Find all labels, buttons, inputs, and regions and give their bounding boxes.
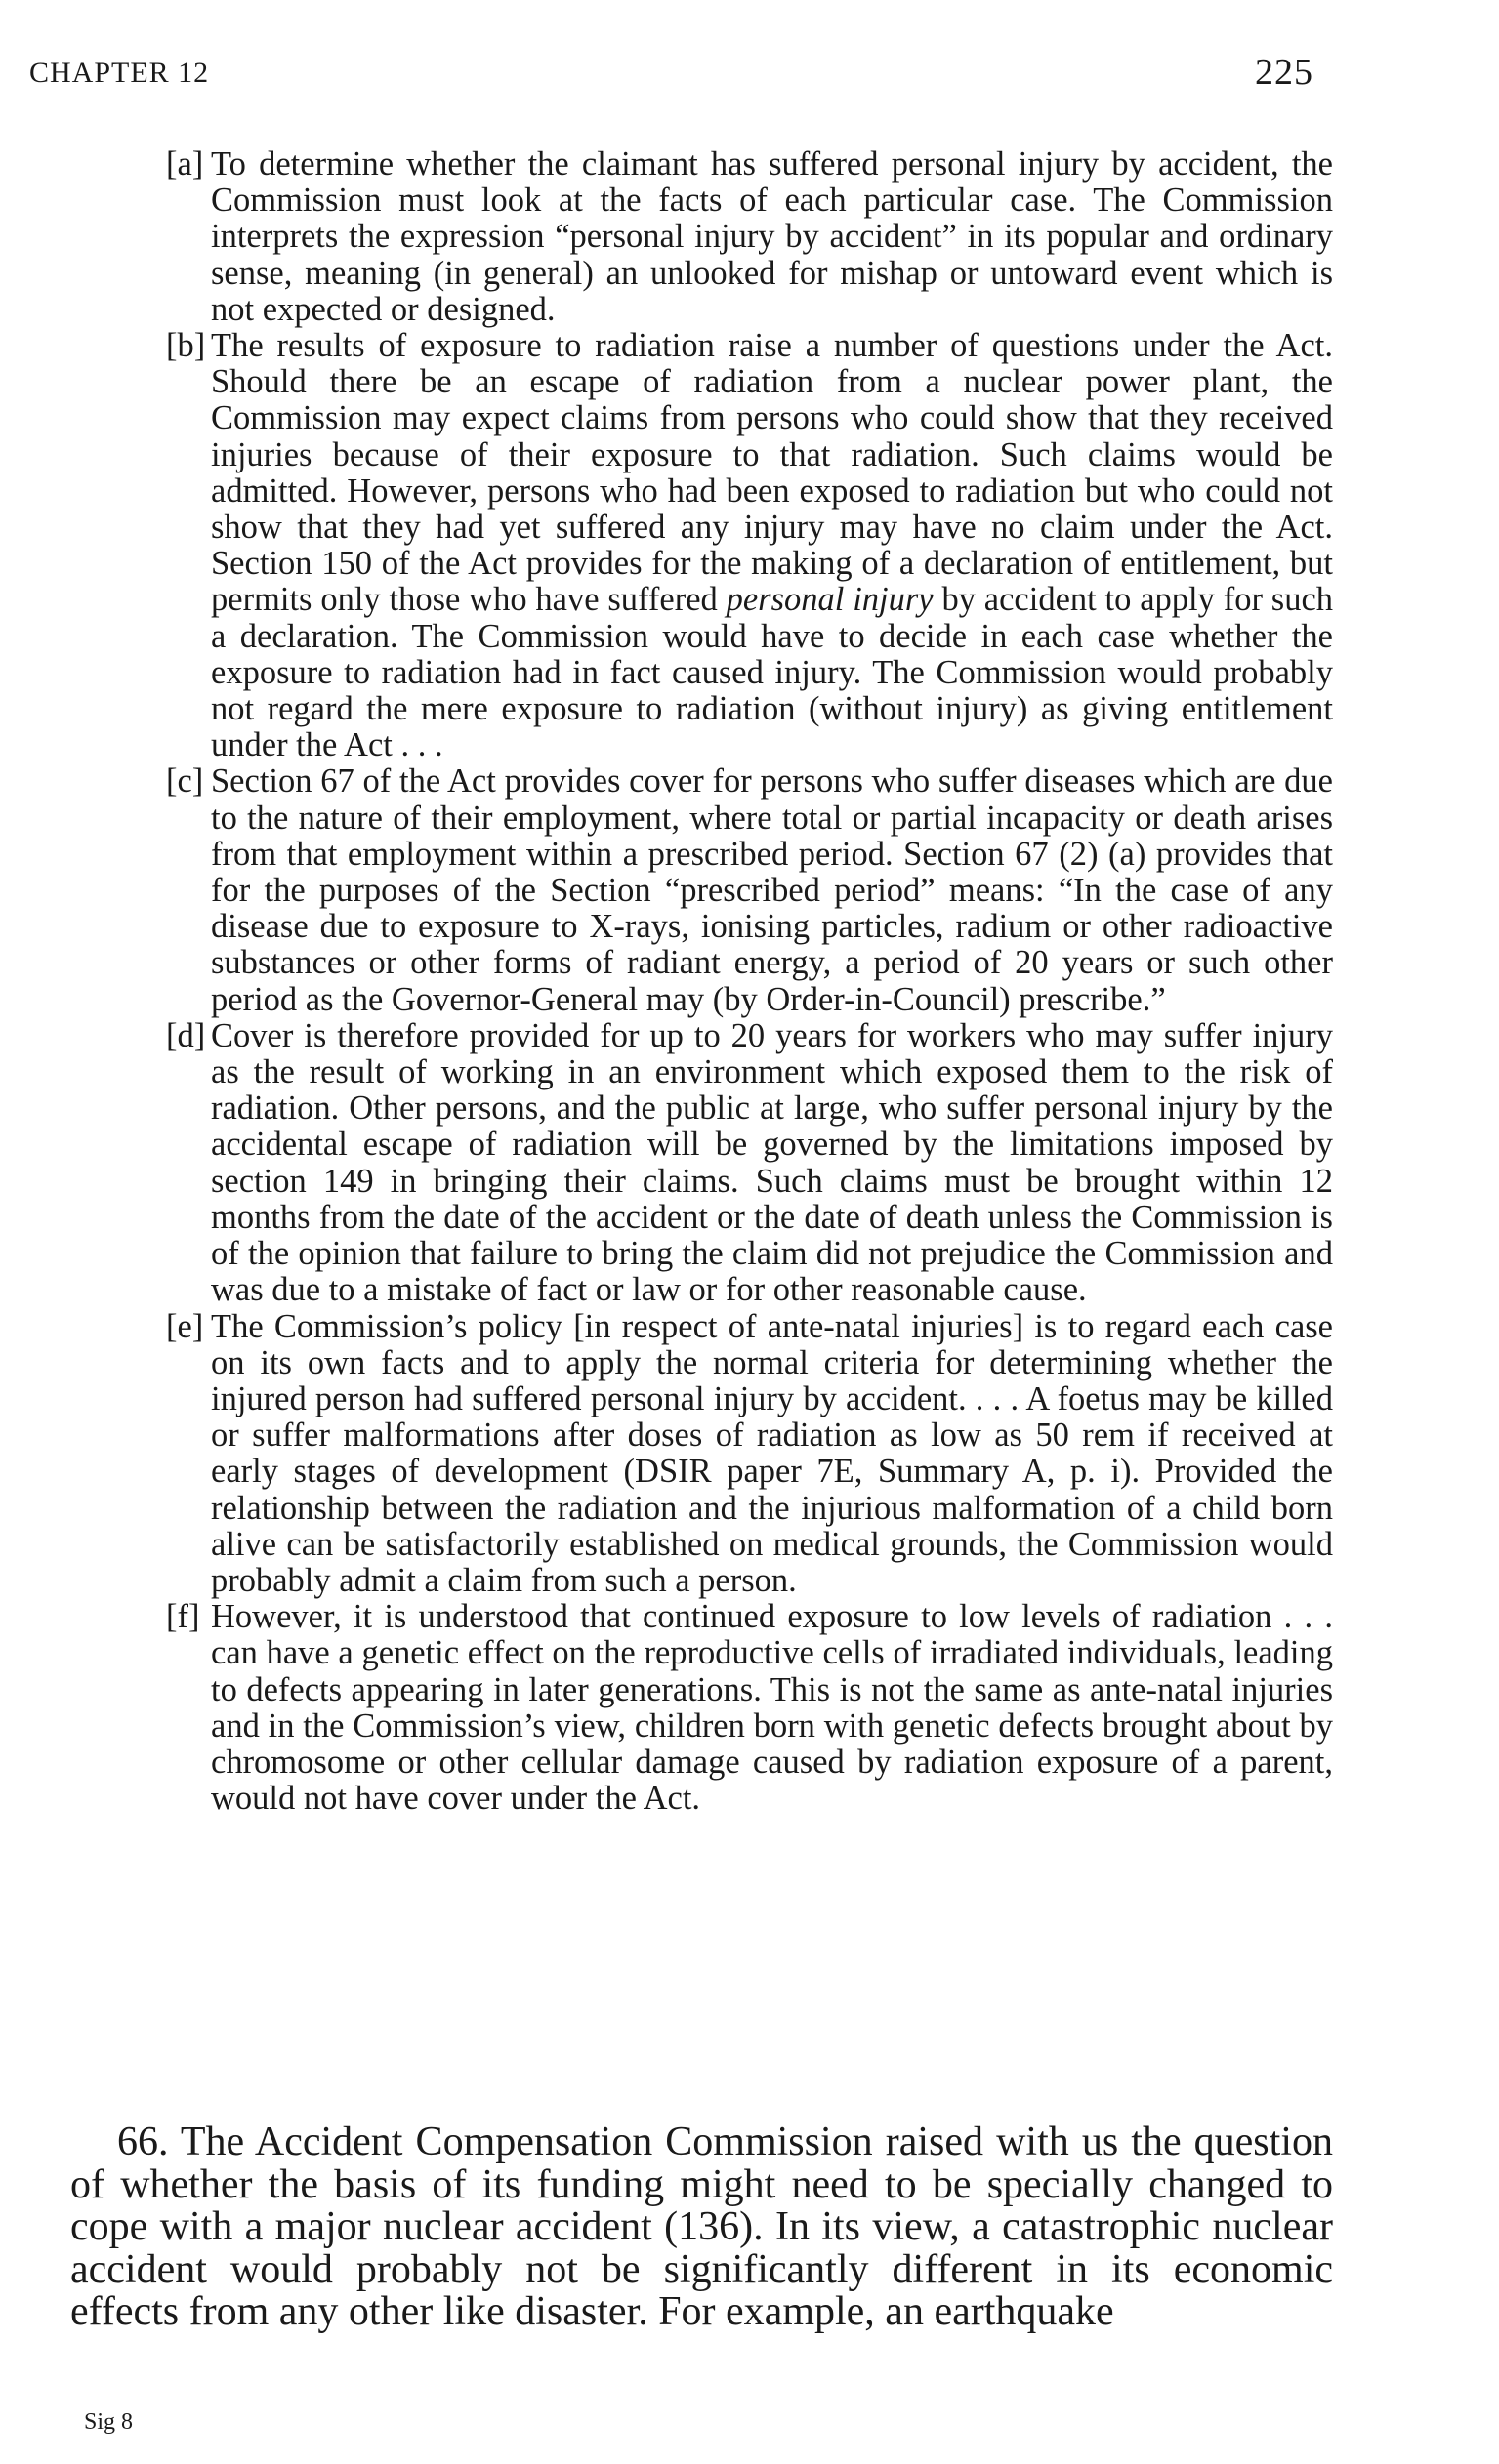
quote-paragraph-b: [166, 328, 1333, 763]
paragraph-text: However, it is understood that continued exposure to low levels of radiation . . . can have a genetic effect on the reproductive cells of irradiated individuals, leading to defects appearing in later generations. This is not the same as ante-natal injuries and in the Commission’s view, children born with genetic defects brought about by chromosome or other cellular damage caused by radiation exposure of a parent, would not have cover under the Act.: [211, 1598, 1333, 1818]
quote-paragraph-e: [166, 1309, 1333, 1600]
page-number: 225: [1255, 52, 1313, 93]
paragraph-text: [211, 328, 1333, 763]
paragraph-text: The Commission’s policy [in respect of ante-natal injuries] is to regard each case on its own facts and to apply the normal criteria for determining whether the injured person had suffered personal injury by accident. . . . A foetus may be killed or suffer malformations after doses of radiation as low as 50 rem if received at early stages of development (DSIR paper 7E, Summary A, p. i). Provided the relationship between the radiation and the injurious malformation of a child born alive can be satisfactorily established on medical grounds, the Commission would probably admit a claim from such a person.: [211, 1307, 1333, 1599]
chapter-title: CHAPTER 12: [29, 57, 210, 89]
paragraph-66: [70, 2121, 1333, 2334]
quote-paragraph-c: [166, 763, 1333, 1017]
emphasis-personal-injury: personal injury: [726, 581, 934, 619]
paragraph-text: To determine whether the claimant has suffered personal injury by accident, the Commission must look at the facts of each particular case. The Commission interprets the expression “personal injury by accident” in its popular and ordinary sense, meaning (in general) an unlooked for mishap or untoward event which is not expected or designed.: [211, 145, 1333, 328]
quote-paragraph-d: [166, 1018, 1333, 1309]
paragraph-label: [d]: [166, 1016, 206, 1054]
quote-paragraph-f: [166, 1599, 1333, 1817]
paragraph-text-start: The results of exposure to radiation raise a number of questions under the Act. Should there be an escape of radiation from a nuclear power plant, the Commission may expect claims from persons who could show that they received injuries because of their exposure to that radiation. Such claims would be admitted. However, persons who had been exposed to radiation but who could not show that they had yet suffered any injury may have no claim under the Act. Section 150 of the Act provides for the making of a declaration of entitlement, but permits only those who have suffered: [211, 327, 1333, 619]
paragraph-text-end: by accident to apply for such a declaration. The Commission would have to decide in each case whether the exposure to radiation had in fact caused injury. The Commission would probably not regard the mere exposure to radiation (without injury) as giving entitlement under the Act . . .: [211, 581, 1334, 764]
paragraph-label: [a]: [166, 145, 204, 183]
paragraph-text: The Accident Compensation Commission raised with us the question of whether the basis of its funding might need to be specially changed to cope with a major nuclear accident (136). In its view, a catastrophic nuclear accident would probably not be significantly different in its economic effects from any other like disaster. For example, an earthquake: [70, 2119, 1333, 2334]
paragraph-label: [c]: [166, 762, 204, 801]
quote-paragraph-a: [166, 146, 1333, 328]
paragraph-label: [f]: [166, 1598, 200, 1636]
paragraph-text: Cover is therefore provided for up to 20 years for workers who may suffer injury as the result of working in an environment which exposed them to the risk of radiation. Other persons, and the public at large, who suffer personal injury by the accidental escape of radiation will be governed by the limitations imposed by section 149 in bringing their claims. Such claims must be brought within 12 months from the date of the accident or the date of death unless the Commission is of the opinion that failure to bring the claim did not prejudice the Commission and was due to a mistake of fact or law or for other reasonable cause.: [211, 1016, 1333, 1309]
quoted-submission: [166, 146, 1333, 1817]
paragraph-number: 66.: [117, 2119, 169, 2164]
paragraph-text: Section 67 of the Act provides cover for persons who suffer diseases which are due to the nature of their employment, where total or partial incapacity or death arises from that employment within a prescribed period. Section 67 (2) (a) provides that for the purposes of the Section “prescribed period” means: “In the case of any disease due to exposure to X-rays, ionising particles, radium or other radioactive substances or other forms of radiant energy, a period of 20 years or such other period as the Governor-General may (by Order-in-Council) prescribe.”: [211, 762, 1333, 1018]
signature-mark: Sig 8: [84, 2409, 134, 2435]
paragraph-label: [e]: [166, 1307, 204, 1345]
paragraph-label: [b]: [166, 327, 206, 365]
page-header: [29, 51, 1313, 94]
